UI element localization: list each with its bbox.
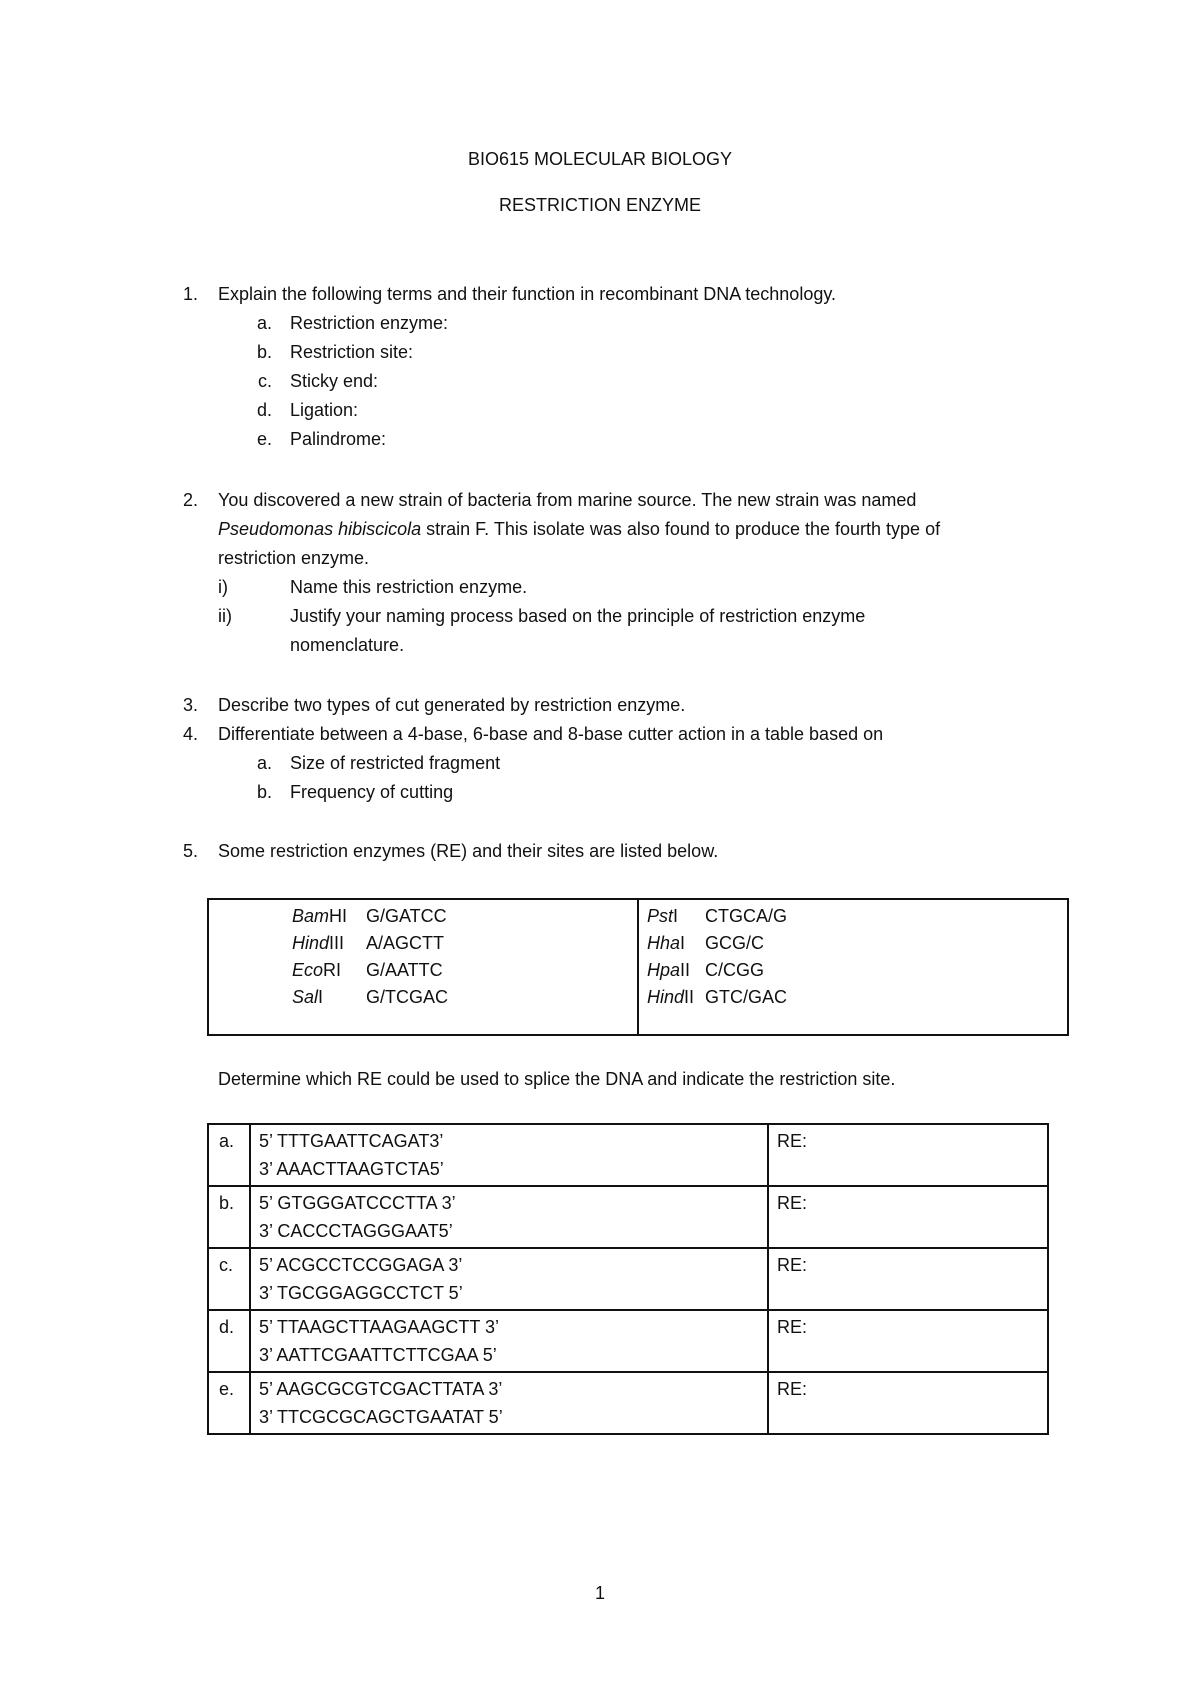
enzyme-entry: HindII GTC/GAC (647, 987, 788, 1007)
question-text: You discovered a new strain of bacteria from marine source. The new strain was named (218, 490, 917, 510)
dna-sequence: 5’ AAGCGCGTCGACTTATA 3’ 3’ TTCGCGCAGCTGAATAT 5’ (250, 1372, 768, 1434)
instruction-text: Determine which RE could be used to splice the DNA and indicate the restriction site. (218, 1069, 896, 1089)
enzyme-column-right (638, 899, 1068, 1035)
question-number: 4. (182, 724, 198, 744)
answer-cell: RE: (768, 1372, 1048, 1434)
enzyme-sites-table (207, 898, 1069, 1036)
table-row: b. 5’ GTGGGATCCCTTA 3’ 3’ CACCCTAGGGAAT5’ RE: (208, 1186, 1048, 1248)
table-row: e. 5’ AAGCGCGTCGACTTATA 3’ 3’ TTCGCGCAGCTGAATAT 5’ RE: (208, 1372, 1048, 1434)
enzyme-entry: HhaI GCG/C (647, 933, 765, 953)
answer-cell: RE: (768, 1310, 1048, 1372)
page-number: 1 (594, 1583, 605, 1603)
answer-cell: RE: (768, 1124, 1048, 1186)
topic-title: RESTRICTION ENZYME (498, 195, 701, 215)
enzyme-entry: HpaII C/CGG (647, 960, 765, 980)
enzyme-entry: BamHI G/GATCC (292, 906, 447, 926)
dna-sequence-table (207, 1123, 1049, 1435)
question-number: 5. (182, 841, 198, 861)
question-text: Differentiate between a 4-base, 6-base and 8-base cutter action in a table based on (218, 724, 884, 744)
dna-sequence: 5’ GTGGGATCCCTTA 3’ 3’ CACCCTAGGGAAT5’ (250, 1186, 768, 1248)
table-row: a. 5’ TTTGAATTCAGAT3’ 3’ AAACTTAAGTCTA5’ RE: (208, 1124, 1048, 1186)
answer-cell: RE: (768, 1248, 1048, 1310)
dna-sequence: 5’ TTAAGCTTAAGAAGCTT 3’ 3’ AATTCGAATTCTTCGAA 5’ (250, 1310, 768, 1372)
enzyme-entry: SalI G/TCGAC (292, 987, 449, 1007)
question-number: 3. (182, 695, 198, 715)
course-title: BIO615 MOLECULAR BIOLOGY (467, 149, 733, 169)
answer-cell: RE: (768, 1186, 1048, 1248)
enzyme-entry: HindIII A/AGCTT (292, 933, 445, 953)
question-text: Explain the following terms and their function in recombinant DNA technology. (218, 284, 837, 304)
table-row: d. 5’ TTAAGCTTAAGAAGCTT 3’ 3’ AATTCGAATTCTTCGAA 5’ RE: (208, 1310, 1048, 1372)
dna-sequence: 5’ TTTGAATTCAGAT3’ 3’ AAACTTAAGTCTA5’ (250, 1124, 768, 1186)
species-name: Pseudomonas hibiscicola (218, 519, 422, 539)
dna-sequence: 5’ ACGCCTCCGGAGA 3’ 3’ TGCGGAGGCCTCT 5’ (250, 1248, 768, 1310)
enzyme-entry: PstI CTGCA/G (647, 906, 788, 926)
question-number: 2. (182, 490, 198, 510)
enzyme-column-left (208, 899, 638, 1035)
question-text: Describe two types of cut generated by restriction enzyme. (218, 695, 686, 715)
question-text: Some restriction enzymes (RE) and their sites are listed below. (218, 841, 719, 861)
question-number: 1. (182, 284, 198, 304)
table-row: c. 5’ ACGCCTCCGGAGA 3’ 3’ TGCGGAGGCCTCT 5’ RE: (208, 1248, 1048, 1310)
document-page: BIO615 MOLECULAR BIOLOGY RESTRICTION ENZYME 1. Explain the following terms and their function in recombinant DNA technology. a. Restriction enzyme: b. Restriction site: c. Sticky end: d. Ligation: e. Palindrome: 2. You discovered a new strain of bacteria from marine source. The new strain was named Pseudomonas hibiscicola strain F. This isolate was also found to produce the fourth type of restriction enzyme. i) Name this restriction enzyme. ii) Justify your naming process based on the principle of restriction enzyme nomenclature. 3. Describe two types of cut generated by restriction enzyme. 4. Differentiate between a 4-base, 6-base and 8-base cutter action in a table based on a. Size of restricted fragment b. Frequency of cutting 5. Some restriction enzymes (RE) and their sites are listed below. BamHI G/GATCC HindIII A/AGCTT EcoRI G/AATTC SalI G/TCGAC PstI CTGCA/G HhaI GCG/C HpaII C/CGG HindII GTC/GAC Determine which RE could be used to splice the DNA and indicate the restriction site. a. 5’ TTTGAATTCAGAT3’ 3’ AAACTTAAGTCTA5’ RE: b. 5’ GTGGGATCCCTTA 3’ 3’ CACCCTAGGGAAT5’ RE: c. 5’ ACGCCTCCGGAGA 3’ 3’ TGCGGAGGCCTCT 5’ RE: d. 5’ TTAAGCTTAAGAAGCTT 3’ 3’ AATTCGAATTCTTCGAA 5’ RE: e. 5’ AAGCGCGTCGACTTATA 3’ 3’ TTCGCGCAGCTGAATAT 5’ RE: 1 (0, 0, 1200, 1696)
enzyme-entry: EcoRI G/AATTC (292, 960, 443, 980)
